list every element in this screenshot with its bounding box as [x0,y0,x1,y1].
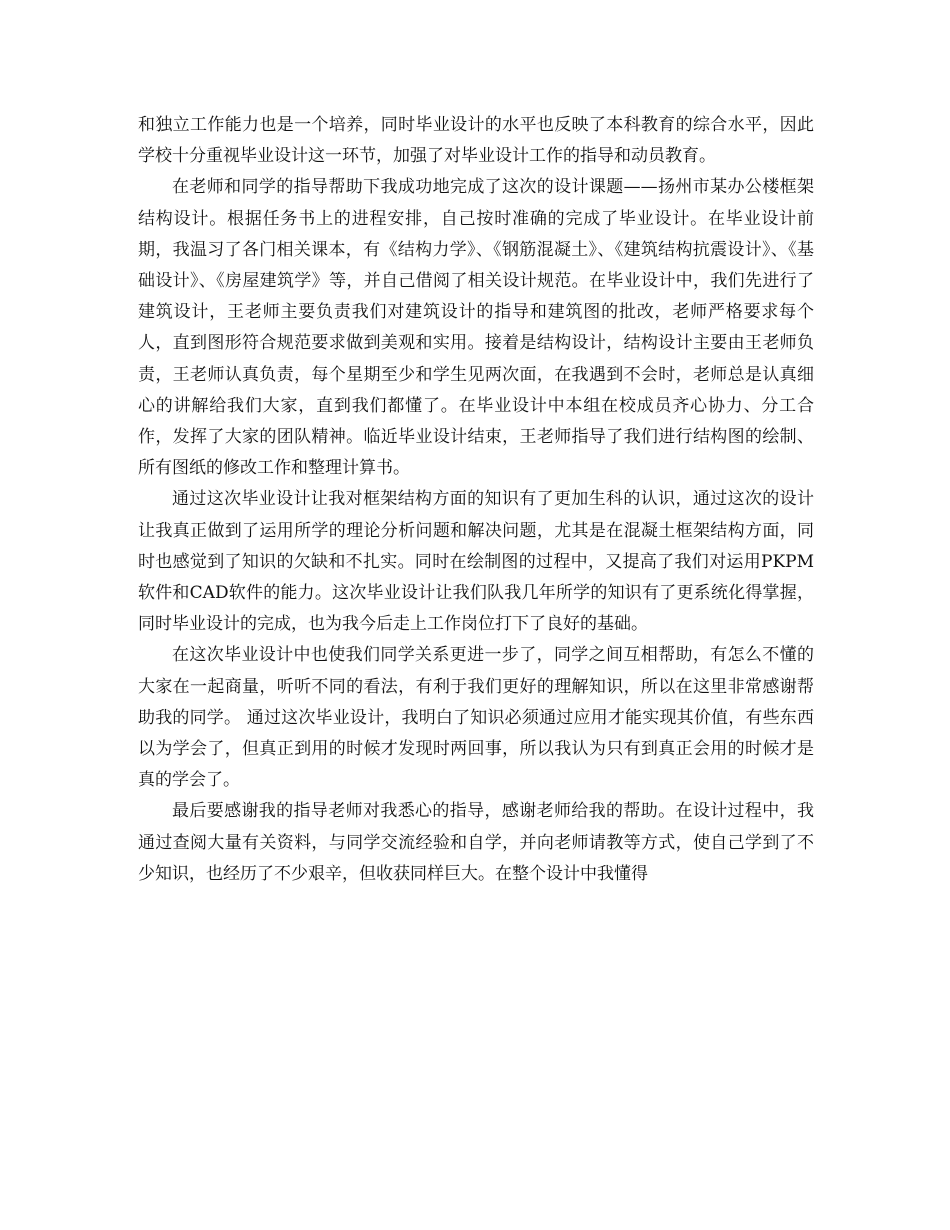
paragraph-3: 通过这次毕业设计让我对框架结构方面的知识有了更加生科的认识，通过这次的设计让我真正做到了运用所学的理论分析问题和解决问题，尤其是在混凝土框架结构方面，同时也感觉到了知识的欠缺和不扎实。同时在绘制图的过程中，又提高了我们对运用PKPM软件和CAD软件的能力。这次毕业设计让我们队我几年所学的知识有了更系统化得掌握，同时毕业设计的完成，也为我今后走上工作岗位打下了良好的基础。 [138,489,814,635]
paragraph-1: 和独立工作能力也是一个培养，同时毕业设计的水平也反映了本科教育的综合水平，因此学校十分重视毕业设计这一环节，加强了对毕业设计工作的指导和动员教育。 [138,115,814,167]
paragraph-5: 最后要感谢我的指导老师对我悉心的指导，感谢老师给我的帮助。在设计过程中，我通过查阅大量有关资料，与同学交流经验和自学，并向老师请教等方式，使自己学到了不少知识，也经历了不少艰辛，但收获同样巨大。在整个设计中我懂得 [138,801,814,884]
paragraph-2: 在老师和同学的指导帮助下我成功地完成了这次的设计课题——扬州市某办公楼框架结构设计。根据任务书上的进程安排，自己按时准确的完成了毕业设计。在毕业设计前期，我温习了各门相关课本，有《结构力学》、《钢筋混凝土》、《建筑结构抗震设计》、《基础设计》、《房屋建筑学》等，并自己借阅了相关设计规范。在毕业设计中，我们先进行了建筑设计，王老师主要负责我们对建筑设计的指导和建筑图的批改，老师严格要求每个人，直到图形符合规范要求做到美观和实用。接着是结构设计，结构设计主要由王老师负责，王老师认真负责，每个星期至少和学生见两次面，在我遇到不会时，老师总是认真细心的讲解给我们大家，直到我们都懂了。在毕业设计中本组在校成员齐心协力、分工合作，发挥了大家的团队精神。临近毕业设计结束，王老师指导了我们进行结构图的绘制、所有图纸的修改工作和整理计算书。 [138,177,814,479]
document-body [138,110,814,890]
paragraph-4: 在这次毕业设计中也使我们同学关系更进一步了，同学之间互相帮助，有怎么不懂的大家在一起商量，听听不同的看法，有利于我们更好的理解知识，所以在这里非常感谢帮助我的同学。 通过这次毕业设计，我明白了知识必须通过应用才能实现其价值，有些东西以为学会了，但真正到用的时候才发现时两回事，所以我认为只有到真正会用的时候才是真的学会了。 [138,645,814,791]
